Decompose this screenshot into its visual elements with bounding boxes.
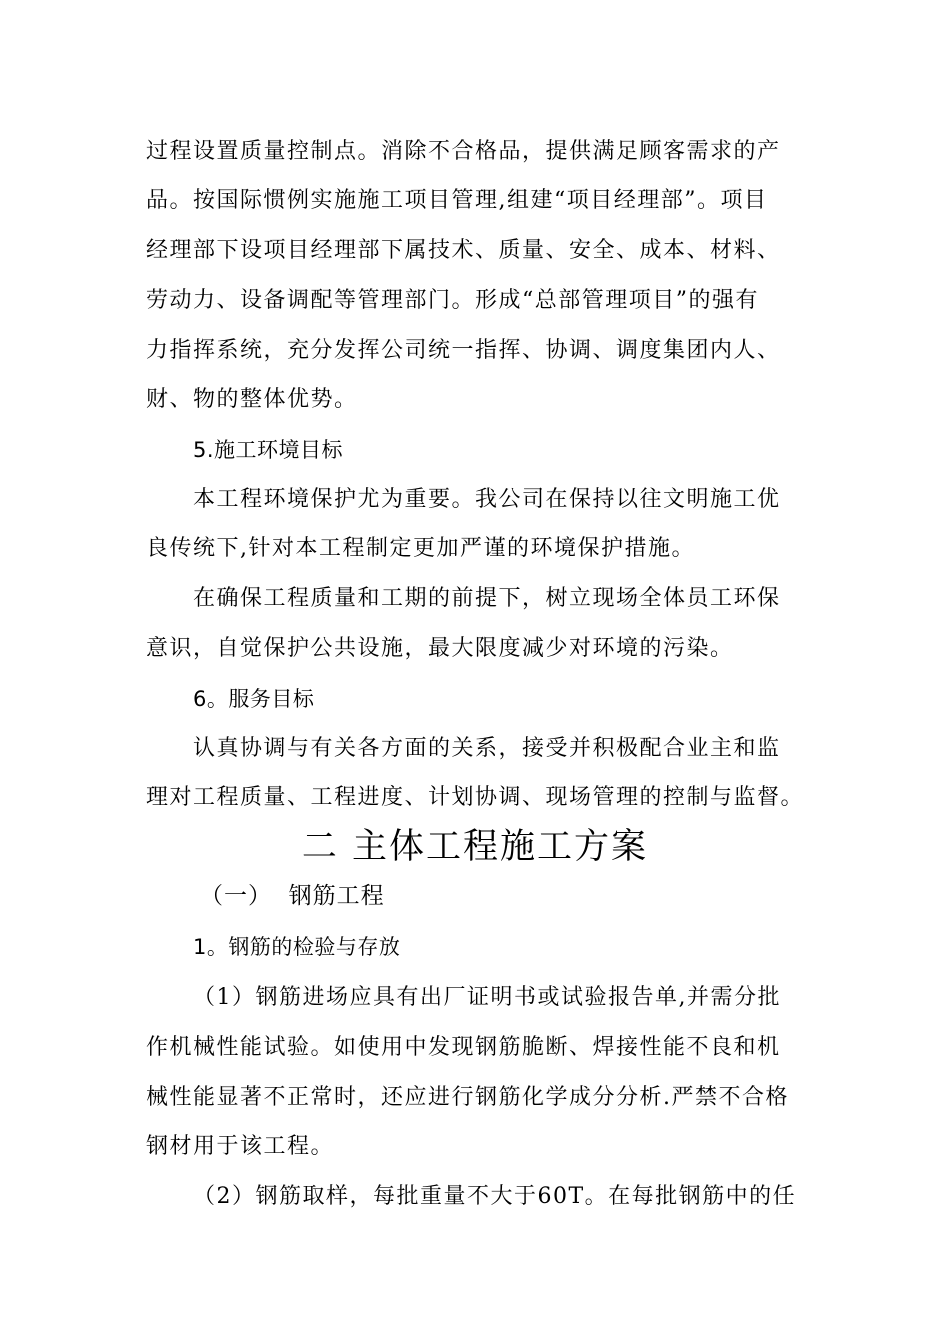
- text-line: 理对工程质量、工程进度、计划协调、现场管理的控制与监督。: [146, 785, 805, 810]
- text-line: （1）钢筋进场应具有出厂证明书或试验报告单,并需分批: [193, 985, 781, 1010]
- section-title: （一） 钢筋工程: [200, 883, 385, 909]
- text-line: 钢材用于该工程。: [146, 1134, 335, 1159]
- heading-rebar-inspection: 1。钢筋的检验与存放: [193, 935, 401, 959]
- text-line: 作机械性能试验。如使用中发现钢筋脆断、焊接性能不良和机: [146, 1035, 781, 1060]
- text-line: 过程设置质量控制点。消除不合格品，提供满足顾客需求的产: [146, 139, 781, 164]
- text-line: 认真协调与有关各方面的关系，接受并积极配合业主和监: [193, 736, 781, 761]
- text-line: 在确保工程质量和工期的前提下，树立现场全体员工环保: [193, 586, 781, 611]
- chapter-title: 二 主体工程施工方案: [301, 827, 649, 867]
- text-line: 力指挥系统，充分发挥公司统一指挥、协调、调度集团内人、: [146, 338, 781, 363]
- heading-environment-goal: 5.施工环境目标: [193, 438, 344, 462]
- text-line: 经理部下设项目经理部下属技术、质量、安全、成本、材料、: [146, 238, 781, 263]
- text-line: （2）钢筋取样，每批重量不大于60T。在每批钢筋中的任: [193, 1184, 797, 1209]
- heading-service-goal: 6。服务目标: [193, 687, 315, 711]
- text-line: 良传统下,针对本工程制定更加严谨的环境保护措施。: [146, 536, 695, 561]
- text-line: 财、物的整体优势。: [146, 387, 358, 412]
- text-line: 意识，自觉保护公共设施，最大限度减少对环境的污染。: [146, 636, 734, 661]
- text-line: 品。按国际惯例实施施工项目管理,组建“项目经理部”。项目: [146, 188, 768, 213]
- text-line: 劳动力、设备调配等管理部门。形成“总部管理项目”的强有: [146, 288, 759, 313]
- text-line: 械性能显著不正常时，还应进行钢筋化学成分分析.严禁不合格: [146, 1085, 789, 1110]
- text-line: 本工程环境保护尤为重要。我公司在保持以往文明施工优: [193, 487, 781, 512]
